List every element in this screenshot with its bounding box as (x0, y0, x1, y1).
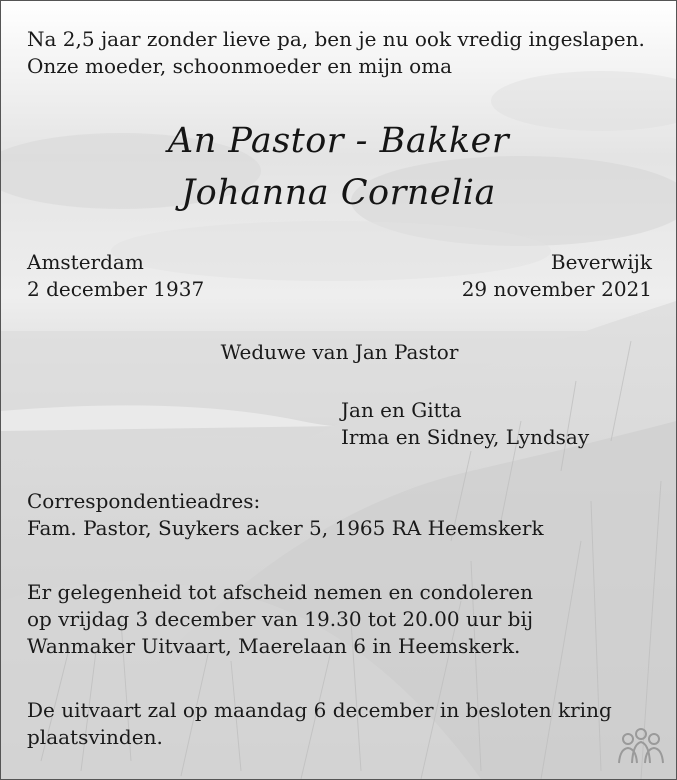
birth-place: Amsterdam (27, 250, 144, 274)
widow-of: Weduwe van Jan Pastor (220, 340, 459, 364)
farewell-line-1: Er gelegenheid tot afscheid nemen en condoleren (27, 580, 534, 604)
dunes-background-image (1, 1, 676, 779)
funeral-info (27, 697, 612, 751)
birth-info (27, 249, 204, 303)
farewell-info (27, 579, 533, 660)
funeral-line-2: plaatsvinden. (27, 725, 163, 749)
funeral-line-1: De uitvaart zal op maandag 6 december in besloten kring (27, 698, 612, 722)
children-line-1: Jan en Gitta (341, 398, 462, 422)
intro-line-1: Na 2,5 jaar zonder lieve pa, ben je nu ook vredig ingeslapen. (27, 27, 645, 51)
children-line-2: Irma en Sidney, Lyndsay (341, 425, 590, 449)
death-info (462, 249, 652, 303)
children-list (341, 397, 589, 451)
family-people-icon (616, 727, 666, 769)
correspondence-label: Correspondentieadres: (27, 489, 261, 513)
farewell-line-3: Wanmaker Uitvaart, Maerelaan 6 in Heemskerk. (27, 634, 521, 658)
death-place: Beverwijk (550, 250, 652, 274)
correspondence-address-line: Fam. Pastor, Suykers acker 5, 1965 RA Heemskerk (27, 516, 544, 540)
death-date: 29 november 2021 (461, 277, 652, 301)
birth-date: 2 december 1937 (27, 277, 205, 301)
correspondence-address (27, 488, 544, 542)
farewell-line-2: op vrijdag 3 december van 19.30 tot 20.00 uur bij (27, 607, 534, 631)
intro-text (27, 26, 645, 80)
deceased-full-name: Johanna Cornelia (181, 173, 496, 213)
intro-line-2: Onze moeder, schoonmoeder en mijn oma (27, 54, 453, 78)
deceased-name: An Pastor - Bakker (167, 121, 510, 161)
